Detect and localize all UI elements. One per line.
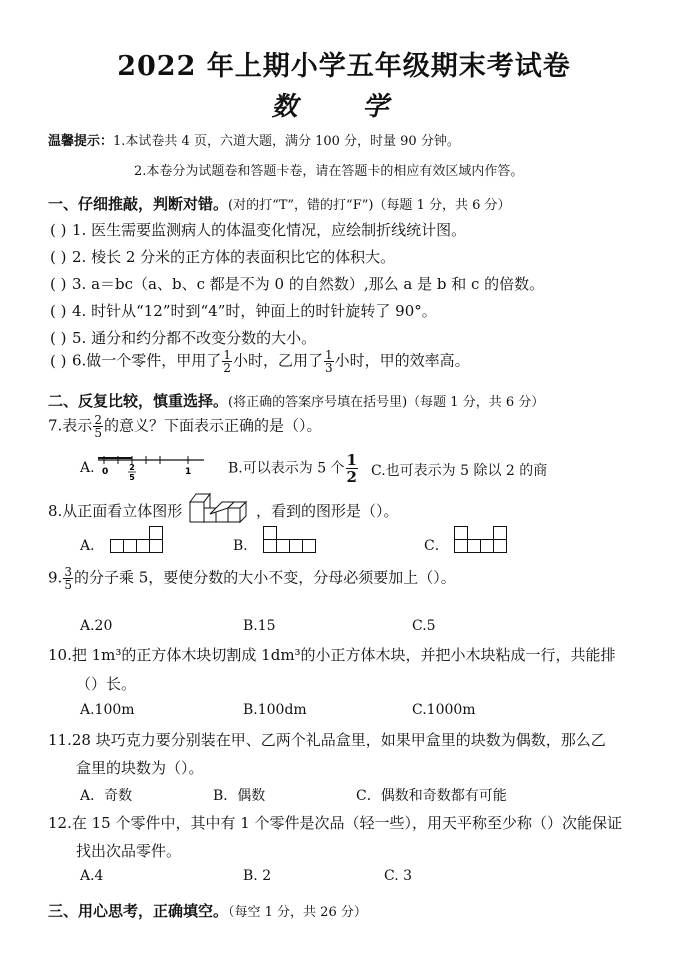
- q7-option-a-label: A.: [80, 460, 95, 476]
- q12-option-b: B. 2: [243, 868, 272, 884]
- square: [455, 540, 468, 553]
- cube-front: [190, 502, 204, 522]
- frac-den: 2: [346, 468, 357, 486]
- question-8-text-b: ，看到的图形是（）。: [256, 502, 399, 520]
- q7-text-b: 的意义？下面表示正确的是（）。: [103, 416, 322, 435]
- square: [150, 527, 163, 540]
- judge-text-1: 1. 医生需要监测病人的体温变化情况，应绘制折线统计图。: [72, 221, 467, 239]
- answer-paren: ( ): [50, 351, 67, 370]
- q8-option-b-label: B．: [233, 538, 258, 554]
- frac-num: 1: [223, 348, 231, 362]
- question-12-line-1: 12.在 15 个零件中，其中有 1 个零件是次品（轻一些），用天平称至少称（）次能保证: [48, 814, 623, 832]
- frac-den: 5: [64, 578, 72, 592]
- square: [124, 540, 137, 553]
- judge-item-2: [50, 246, 395, 267]
- square: [150, 540, 163, 553]
- notice-label: 温馨提示：: [48, 134, 114, 149]
- q9-number: 9.: [48, 568, 63, 587]
- judge-text-4: 4. 时针从“12”时到“4”时，钟面上的时针旋转了 90°。: [72, 302, 437, 320]
- judge-text-6c: 小时，甲的效率高。: [334, 351, 470, 370]
- fraction-one-third: [324, 349, 334, 374]
- square: [137, 540, 150, 553]
- q11-option-a: A．奇数: [80, 788, 133, 804]
- judge-item-3: [50, 273, 544, 294]
- judge-item-4: [50, 300, 437, 321]
- section1-note: (对的打“T”，错的打“F”)（每题 1 分，共 6 分）: [228, 198, 511, 213]
- number-line-label-0: 0: [102, 467, 109, 477]
- section3-heading: [48, 900, 367, 921]
- answer-paren: ( ): [50, 248, 67, 266]
- q8-option-a-figure: [110, 526, 164, 554]
- section2-heading: [48, 390, 544, 411]
- q8-option-c-label: C．: [424, 538, 449, 554]
- question-11-line-2: 盒里的块数为（）。: [76, 759, 204, 777]
- fraction-one-half: [222, 349, 232, 374]
- frac-num: 1: [324, 348, 333, 362]
- frac-num: 1: [346, 451, 357, 469]
- cube-front: [228, 508, 240, 522]
- answer-paren: ( ): [50, 302, 67, 320]
- question-10-line-2: （）长。: [76, 675, 137, 693]
- number-line-figure: [96, 452, 206, 482]
- section2-note: (将正确的答案序号填在括号里)（每题 1 分，共 6 分）: [228, 395, 545, 410]
- q10-option-a: A.100m: [80, 702, 135, 718]
- square: [264, 527, 277, 540]
- number-line-label-1: 1: [185, 467, 192, 477]
- q7-option-b: [228, 452, 359, 485]
- square: [303, 540, 316, 553]
- square: [455, 527, 468, 540]
- q8-option-c-figure: [454, 526, 510, 554]
- square: [277, 540, 290, 553]
- question-10-line-1: 10.把 1m³的正方体木块切割成 1dm³的小正方体木块，并把小木块粘成一行，共能排: [48, 646, 616, 664]
- question-11-line-1: 11.28 块巧克力要分别装在甲、乙两个礼品盒里，如果甲盒里的块数为偶数，那么乙: [48, 731, 606, 749]
- q8-option-a-label: A．: [80, 538, 105, 554]
- solid-figure-3d: [188, 488, 254, 524]
- frac-num: 2: [94, 413, 102, 427]
- judge-text-2: 2. 棱长 2 分米的正方体的表面积比它的体积大。: [72, 248, 396, 266]
- frac-den: 3: [324, 361, 333, 375]
- notice-line-2: 2.本卷分为试题卷和答题卡卷，请在答题卡的相应有效区域内作答。: [134, 164, 524, 179]
- q9-option-a: A.20: [80, 618, 113, 634]
- exam-title: 2022 年上期小学五年级期末考试卷: [117, 51, 571, 82]
- square: [494, 540, 507, 553]
- judge-text-5: 5. 通分和约分都不改变分数的大小。: [72, 329, 317, 347]
- section2-title: 二、反复比较，慎重选择。: [48, 392, 229, 410]
- question-8-text-a: 8.从正面看立体图形: [48, 502, 183, 520]
- question-7: [48, 414, 321, 439]
- q12-option-a: A.4: [80, 868, 104, 884]
- fraction-two-fifths: [93, 414, 103, 439]
- frac-num: 3: [64, 565, 72, 579]
- square: [481, 540, 494, 553]
- section3-title: 三、用心思考，正确填空。: [48, 902, 229, 920]
- question-9: [48, 566, 456, 591]
- q9-text: 的分子乘 5，要使分数的大小不变，分母必须要加上（）。: [73, 568, 456, 587]
- fraction-three-fifths: [63, 566, 73, 591]
- square: [494, 527, 507, 540]
- square: [290, 540, 303, 553]
- frac-den: 5: [94, 426, 102, 440]
- square: [111, 540, 124, 553]
- judge-item-6: [50, 349, 470, 374]
- number-line-frac-den: 5: [129, 473, 135, 482]
- notice-line-1: [48, 130, 460, 149]
- q9-option-b: B.15: [243, 618, 276, 634]
- frac-den: 2: [223, 361, 231, 375]
- q10-option-b: B.100dm: [243, 702, 307, 718]
- judge-text-6b: 小时，乙用了: [232, 351, 323, 370]
- question-12-line-2: 找出次品零件。: [76, 842, 182, 860]
- judge-item-5: [50, 327, 316, 348]
- q7-option-b-text: B.可以表示为 5 个: [228, 460, 345, 477]
- judge-text-3: 3. a＝bc（a、b、c 都是不为 0 的自然数）,那么 a 是 b 和 c 的倍数。: [72, 275, 545, 293]
- judge-item-1: [50, 219, 466, 240]
- q10-option-c: C.1000m: [412, 702, 476, 718]
- subject-title: 数 学: [271, 92, 417, 122]
- answer-paren: ( ): [50, 329, 67, 347]
- fraction-one-half-bold: [346, 452, 358, 485]
- answer-paren: ( ): [50, 221, 67, 239]
- q12-option-c: C. 3: [384, 868, 413, 884]
- q11-option-b: B．偶数: [213, 788, 266, 804]
- q9-option-c: C.5: [412, 618, 436, 634]
- number-line-frac-num: 2: [129, 463, 135, 472]
- judge-text-6a: 6.做一个零件，甲用了: [72, 351, 222, 370]
- q11-option-c: C．偶数和奇数都有可能: [356, 788, 507, 804]
- notice-text-1: 1.本试卷共 4 页，六道大题，满分 100 分，时量 90 分钟。: [113, 134, 460, 149]
- q7-option-c: C.也可表示为 5 除以 2 的商: [371, 463, 548, 479]
- square: [468, 540, 481, 553]
- section1-title: 一、仔细推敲，判断对错。: [48, 195, 229, 213]
- square: [264, 540, 277, 553]
- answer-paren: ( ): [50, 275, 67, 293]
- section1-heading: [48, 193, 511, 214]
- q7-text-a: 7.表示: [48, 416, 93, 435]
- section3-note: （每空 1 分，共 26 分）: [228, 905, 367, 920]
- q8-option-b-figure: [263, 526, 319, 554]
